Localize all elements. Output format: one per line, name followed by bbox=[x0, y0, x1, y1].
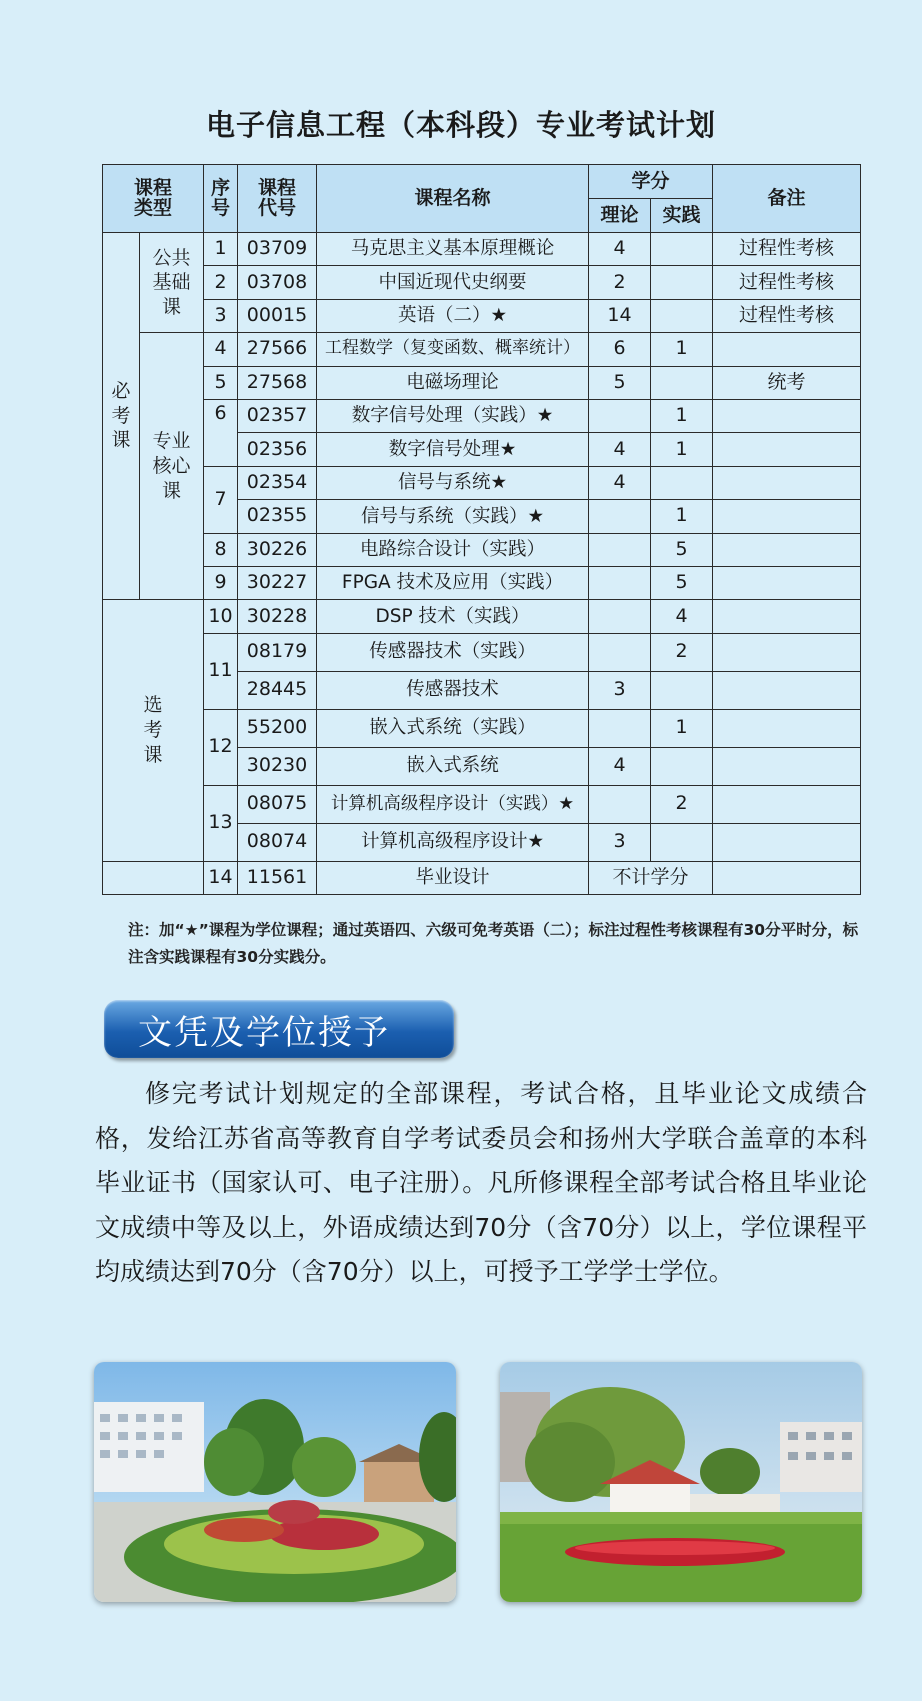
cell-code: 03708 bbox=[238, 266, 317, 299]
cell-theory: 14 bbox=[589, 299, 651, 332]
cell-code: 02356 bbox=[238, 433, 317, 466]
campus-lawn-photo bbox=[500, 1362, 862, 1602]
header-theory: 理论 bbox=[589, 199, 651, 233]
table-row bbox=[103, 785, 861, 823]
group-public-basic: 公共 基础 课 bbox=[140, 233, 204, 333]
table-row bbox=[103, 566, 861, 599]
cell-remark bbox=[713, 600, 861, 633]
cell-credits-merged: 不计学分 bbox=[589, 861, 713, 894]
cell-code: 30230 bbox=[238, 747, 317, 785]
cell-theory bbox=[589, 785, 651, 823]
cell-seq: 5 bbox=[204, 366, 238, 399]
cell-remark bbox=[713, 709, 861, 747]
header-remark: 备注 bbox=[713, 165, 861, 233]
table-row bbox=[103, 266, 861, 299]
cell-theory bbox=[589, 709, 651, 747]
cell-seq: 8 bbox=[204, 533, 238, 566]
degree-paragraph-text: 修完考试计划规定的全部课程，考试合格，且毕业论文成绩合格，发给江苏省高等教育自学考试委员会和扬州大学联合盖章的本科毕业证书（国家认可、电子注册）。凡所修课程全部考试合格且毕业论文成绩中等及以上，外语成绩达到70分（含70分）以上，学位课程平均成绩达到70分（含70分）以上，可授予工学学士学位。 bbox=[95, 1079, 867, 1286]
cell-name: 传感器技术 bbox=[317, 671, 589, 709]
cell-remark bbox=[713, 566, 861, 599]
cell-name: 数字信号处理（实践）★ bbox=[317, 399, 589, 432]
cell-practice bbox=[651, 233, 713, 266]
cell-practice bbox=[651, 747, 713, 785]
cell-practice bbox=[651, 823, 713, 861]
cell-seq: 14 bbox=[204, 861, 238, 894]
table-row bbox=[103, 633, 861, 671]
cell-name: 计算机高级程序设计（实践）★ bbox=[317, 785, 589, 823]
cell-theory: 4 bbox=[589, 233, 651, 266]
cell-remark bbox=[713, 823, 861, 861]
cell-code: 08075 bbox=[238, 785, 317, 823]
cell-name: DSP 技术（实践） bbox=[317, 600, 589, 633]
cell-name: 毕业设计 bbox=[317, 861, 589, 894]
cell-remark: 统考 bbox=[713, 366, 861, 399]
header-name: 课程名称 bbox=[317, 165, 589, 233]
cell-remark bbox=[713, 633, 861, 671]
cell-remark bbox=[713, 500, 861, 533]
cell-seq: 9 bbox=[204, 566, 238, 599]
cell-theory: 3 bbox=[589, 823, 651, 861]
group-required: 必 考 课 bbox=[103, 233, 140, 600]
table-row bbox=[103, 333, 861, 366]
cell-remark bbox=[713, 747, 861, 785]
cell-name: 嵌入式系统 bbox=[317, 747, 589, 785]
cell-theory: 5 bbox=[589, 366, 651, 399]
cell-name: 英语（二）★ bbox=[317, 299, 589, 332]
cell-practice: 1 bbox=[651, 399, 713, 432]
cell-name: FPGA 技术及应用（实践） bbox=[317, 566, 589, 599]
cell-code: 02357 bbox=[238, 399, 317, 432]
cell-theory bbox=[589, 500, 651, 533]
table-row bbox=[103, 233, 861, 266]
table-row bbox=[103, 299, 861, 332]
cell-practice: 1 bbox=[651, 709, 713, 747]
header-practice: 实践 bbox=[651, 199, 713, 233]
cell-practice: 1 bbox=[651, 333, 713, 366]
cell-practice: 2 bbox=[651, 633, 713, 671]
table-row bbox=[103, 399, 861, 432]
cell-name: 电磁场理论 bbox=[317, 366, 589, 399]
cell-practice: 5 bbox=[651, 566, 713, 599]
cell-theory bbox=[589, 633, 651, 671]
cell-practice: 4 bbox=[651, 600, 713, 633]
cell-remark bbox=[713, 861, 861, 894]
cell-code: 27566 bbox=[238, 333, 317, 366]
exam-plan-table bbox=[102, 164, 861, 895]
cell-code: 02355 bbox=[238, 500, 317, 533]
header-credits: 学分 bbox=[589, 165, 713, 199]
cell-code: 03709 bbox=[238, 233, 317, 266]
cell-theory: 3 bbox=[589, 671, 651, 709]
cell-name: 工程数学（复变函数、概率统计） bbox=[317, 333, 589, 366]
cell-theory bbox=[589, 399, 651, 432]
section-title: 文凭及学位授予 bbox=[104, 1000, 454, 1058]
cell-practice bbox=[651, 671, 713, 709]
page-title: 电子信息工程（本科段）专业考试计划 bbox=[205, 108, 716, 142]
header-seq: 序 号 bbox=[204, 165, 238, 233]
cell-seq: 6 bbox=[204, 399, 238, 466]
cell-remark bbox=[713, 333, 861, 366]
cell-theory: 4 bbox=[589, 466, 651, 499]
cell-seq: 10 bbox=[204, 600, 238, 633]
cell-practice bbox=[651, 299, 713, 332]
header-course-type: 课程 类型 bbox=[103, 165, 204, 233]
cell-seq: 13 bbox=[204, 785, 238, 861]
cell-code: 30228 bbox=[238, 600, 317, 633]
cell-code: 08074 bbox=[238, 823, 317, 861]
cell-name: 电路综合设计（实践） bbox=[317, 533, 589, 566]
cell-code: 30227 bbox=[238, 566, 317, 599]
cell-code: 28445 bbox=[238, 671, 317, 709]
table-row bbox=[103, 600, 861, 633]
cell-name: 计算机高级程序设计★ bbox=[317, 823, 589, 861]
group-major-core: 专业 核心 课 bbox=[140, 333, 204, 600]
cell-name: 信号与系统★ bbox=[317, 466, 589, 499]
campus-garden-photo bbox=[94, 1362, 456, 1602]
cell-seq: 2 bbox=[204, 266, 238, 299]
cell-practice: 5 bbox=[651, 533, 713, 566]
cell-seq: 4 bbox=[204, 333, 238, 366]
table-row bbox=[103, 533, 861, 566]
cell-practice bbox=[651, 266, 713, 299]
cell-seq: 11 bbox=[204, 633, 238, 709]
cell-remark bbox=[713, 671, 861, 709]
cell-remark bbox=[713, 533, 861, 566]
cell-name: 传感器技术（实践） bbox=[317, 633, 589, 671]
cell-seq: 12 bbox=[204, 709, 238, 785]
cell-theory: 2 bbox=[589, 266, 651, 299]
table-note: 注：加“★”课程为学位课程；通过英语四、六级可免考英语（二）；标注过程性考核课程有30分平时分，标注含实践课程有30分实践分。 bbox=[128, 921, 859, 966]
cell-theory bbox=[589, 566, 651, 599]
table-row bbox=[103, 861, 861, 894]
cell-seq: 7 bbox=[204, 466, 238, 533]
cell-remark: 过程性考核 bbox=[713, 299, 861, 332]
cell-theory: 6 bbox=[589, 333, 651, 366]
table-row bbox=[103, 466, 861, 499]
cell-name: 数字信号处理★ bbox=[317, 433, 589, 466]
cell-code: 11561 bbox=[238, 861, 317, 894]
cell-practice bbox=[651, 466, 713, 499]
cell-name: 嵌入式系统（实践） bbox=[317, 709, 589, 747]
cell-practice: 2 bbox=[651, 785, 713, 823]
cell-code: 02354 bbox=[238, 466, 317, 499]
header-code: 课程 代号 bbox=[238, 165, 317, 233]
cell-code: 08179 bbox=[238, 633, 317, 671]
cell-code: 27568 bbox=[238, 366, 317, 399]
table-row bbox=[103, 366, 861, 399]
cell-name: 马克思主义基本原理概论 bbox=[317, 233, 589, 266]
cell-remark bbox=[713, 433, 861, 466]
cell-name: 信号与系统（实践）★ bbox=[317, 500, 589, 533]
group-elective: 选 考 课 bbox=[103, 600, 204, 861]
cell-code: 55200 bbox=[238, 709, 317, 747]
cell-remark: 过程性考核 bbox=[713, 266, 861, 299]
cell-practice bbox=[651, 366, 713, 399]
cell-seq: 1 bbox=[204, 233, 238, 266]
group-empty bbox=[103, 861, 204, 894]
cell-practice: 1 bbox=[651, 500, 713, 533]
cell-theory bbox=[589, 600, 651, 633]
cell-remark: 过程性考核 bbox=[713, 233, 861, 266]
cell-theory: 4 bbox=[589, 747, 651, 785]
cell-name: 中国近现代史纲要 bbox=[317, 266, 589, 299]
cell-seq: 3 bbox=[204, 299, 238, 332]
cell-remark bbox=[713, 399, 861, 432]
cell-remark bbox=[713, 466, 861, 499]
cell-theory bbox=[589, 533, 651, 566]
degree-paragraph bbox=[95, 1072, 867, 1295]
cell-practice: 1 bbox=[651, 433, 713, 466]
cell-theory: 4 bbox=[589, 433, 651, 466]
cell-code: 30226 bbox=[238, 533, 317, 566]
cell-remark bbox=[713, 785, 861, 823]
table-row bbox=[103, 709, 861, 747]
cell-code: 00015 bbox=[238, 299, 317, 332]
